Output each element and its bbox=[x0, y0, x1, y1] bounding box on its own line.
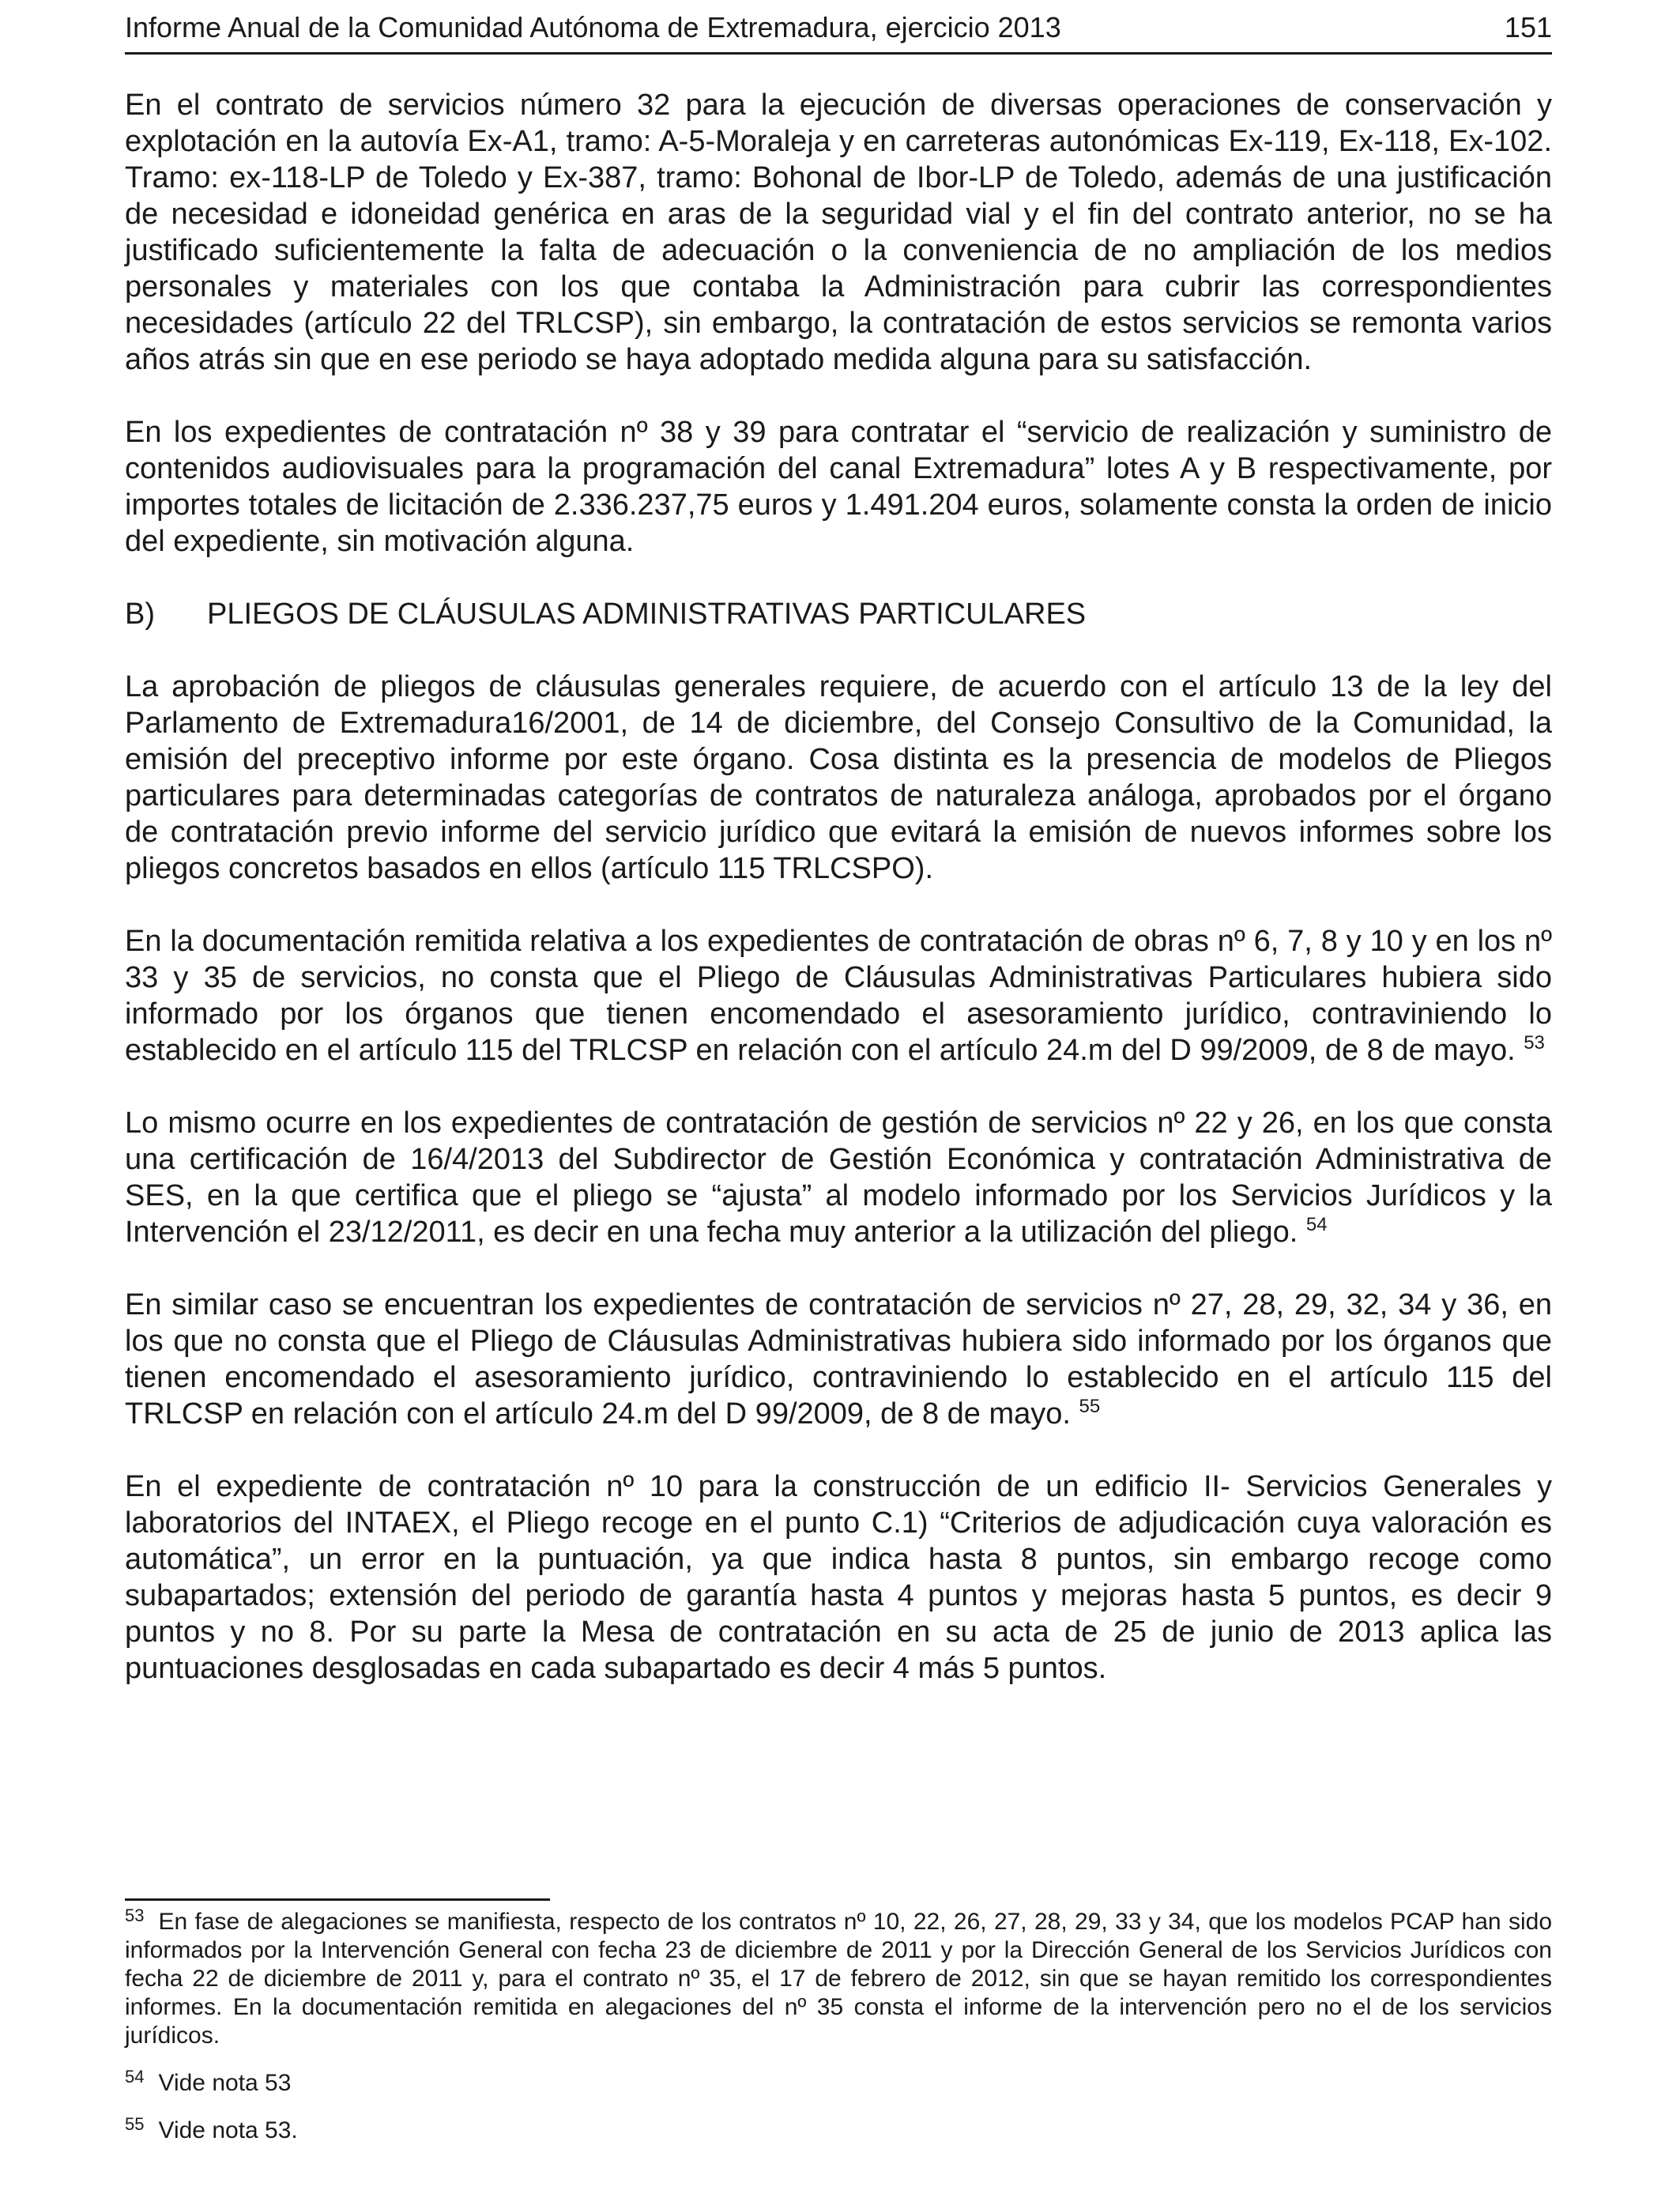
footnote-item bbox=[125, 2069, 1552, 2098]
section-title: PLIEGOS DE CLÁUSULAS ADMINISTRATIVAS PARTICULARES bbox=[207, 598, 1087, 631]
paragraph-text: Lo mismo ocurre en los expedientes de contratación de gestión de servicios nº 22 y 26, en los que consta una certificación de 16/4/2013 del Subdirector de Gestión Económica y contratación Administrativa de SES, en la que certifica que el pliego se “ajusta” al modelo informado por los Servicios Jurídicos y la Intervención el 23/12/2011, es decir en una fecha muy anterior a la utilización del pliego. bbox=[125, 1106, 1552, 1249]
document-body bbox=[125, 87, 1552, 1723]
footnote-divider bbox=[125, 1898, 550, 1901]
paragraph-pliegos-approval bbox=[125, 669, 1552, 887]
footnote-item bbox=[125, 2114, 1552, 2145]
paragraph-text: La aprobación de pliegos de cláusulas generales requiere, de acuerdo con el artículo 13 de la ley del Parlamento de Extremadura16/2001, de 14 de diciembre, del Consejo Consultivo de la Comunidad, la emisión del preceptivo informe por este órgano. Cosa distinta es la presencia de modelos de Pliegos particulares para determinadas categorías de contratos de naturaleza análoga, aprobados por el órgano de contratación previo informe del servicio jurídico que evitará la emisión de nuevos informes sobre los pliegos concretos basados en ellos (artículo 115 TRLCSPO). bbox=[125, 670, 1552, 885]
footnotes bbox=[125, 1908, 1552, 2164]
paragraph-contract-10 bbox=[125, 1468, 1552, 1687]
footnote-number: 53 bbox=[125, 1906, 145, 1925]
section-heading bbox=[125, 596, 1552, 632]
paragraph-servicios-similar bbox=[125, 1287, 1552, 1432]
page-number: 151 bbox=[1504, 11, 1552, 43]
footnote-number: 55 bbox=[125, 2114, 145, 2134]
footnote-text: En fase de alegaciones se manifiesta, respecto de los contratos nº 10, 22, 26, 27, 28, 29, 33 y 34, que los modelos PCAP han sido informados por la Intervención General con fecha 23 de diciembre de 2011 y por la Dirección General de los Servicios Jurídicos con fecha 22 de diciembre de 2011 y, para el contrato nº 35, el 17 de febrero de 2012, sin que se hayan remitido los correspondientes informes. En la documentación remitida en alegaciones del nº 35 consta el informe de la intervención pero no el de los servicios jurídicos. bbox=[125, 1909, 1552, 2049]
paragraph-text: En los expedientes de contratación nº 38 y 39 para contratar el “servicio de realización y suministro de contenidos audiovisuales para la programación del canal Extremadura” lotes A y B respectivamente, por importes totales de licitación de 2.336.237,75 euros y 1.491.204 euros, solamente consta la orden de inicio del expediente, sin motivación alguna. bbox=[125, 416, 1552, 558]
paragraph-contract-32 bbox=[125, 87, 1552, 378]
footnote-text: Vide nota 53. bbox=[158, 2117, 298, 2143]
paragraph-obras-documentation bbox=[125, 923, 1552, 1069]
section-letter: B) bbox=[125, 598, 155, 631]
paragraph-text: En similar caso se encuentran los expedientes de contratación de servicios nº 27, 28, 29, 32, 34 y 36, en los que no consta que el Pliego de Cláusulas Administrativas hubiera sido informado por los órganos que tienen encomendado el asesoramiento jurídico, contraviniendo lo establecido en el artículo 115 del TRLCSP en relación con el artículo 24.m del D 99/2009, de 8 de mayo. bbox=[125, 1288, 1552, 1431]
footnote-reference[interactable]: 53 bbox=[1524, 1032, 1545, 1054]
footnote-reference[interactable]: 54 bbox=[1305, 1214, 1328, 1235]
paragraph-gestion-servicios bbox=[125, 1105, 1552, 1250]
paragraph-text: En el expediente de contratación nº 10 para la construcción de un edificio II- Servicios Generales y laboratorios del INTAEX, el Pliego recoge en el punto C.1) “Criterios de adjudicación cuya valoración es automática”, un error en la puntuación, ya que indica hasta 8 puntos, sin embargo recoge como subapartados; extensión del periodo de garantía hasta 4 puntos y mejoras hasta 5 puntos, es decir 9 puntos y no 8. Por su parte la Mesa de contratación en su acta de 25 de junio de 2013 aplica las puntuaciones desglosadas en cada subapartado es decir 4 más 5 puntos. bbox=[125, 1470, 1552, 1685]
footnote-reference[interactable]: 55 bbox=[1079, 1396, 1101, 1417]
paragraph-contracts-38-39 bbox=[125, 414, 1552, 560]
footnote-item bbox=[125, 1908, 1552, 2050]
header-title: Informe Anual de la Comunidad Autónoma de Extremadura, ejercicio 2013 bbox=[125, 11, 1061, 43]
page-header bbox=[125, 6, 1552, 55]
footnote-text: Vide nota 53 bbox=[158, 2070, 292, 2096]
paragraph-text: En el contrato de servicios número 32 para la ejecución de diversas operaciones de conservación y explotación en la autovía Ex-A1, tramo: A-5-Moraleja y en carreteras autonómicas Ex-119, Ex-118, Ex-102. Tramo: ex-118-LP de Toledo y Ex-387, tramo: Bohonal de Ibor-LP de Toledo, además de una justificación de necesidad e idoneidad genérica en aras de la seguridad vial y el fin del contrato anterior, no se ha justificado suficientemente la falta de adecuación o la conveniencia de no ampliación de los medios personales y materiales con los que contaba la Administración para cubrir las correspondientes necesidades (artículo 22 del TRLCSP), sin embargo, la contratación de estos servicios se remonta varios años atrás sin que en ese periodo se haya adoptado medida alguna para su satisfacción. bbox=[125, 89, 1552, 376]
footnote-number: 54 bbox=[125, 2067, 145, 2087]
paragraph-text: En la documentación remitida relativa a los expedientes de contratación de obras nº 6, 7, 8 y 10 y en los nº 33 y 35 de servicios, no consta que el Pliego de Cláusulas Administrativas Particulares hubiera sido informado por los órganos que tienen encomendado el asesoramiento jurídico, contraviniendo lo establecido en el artículo 115 del TRLCSP en relación con el artículo 24.m del D 99/2009, de 8 de mayo. bbox=[125, 925, 1552, 1067]
